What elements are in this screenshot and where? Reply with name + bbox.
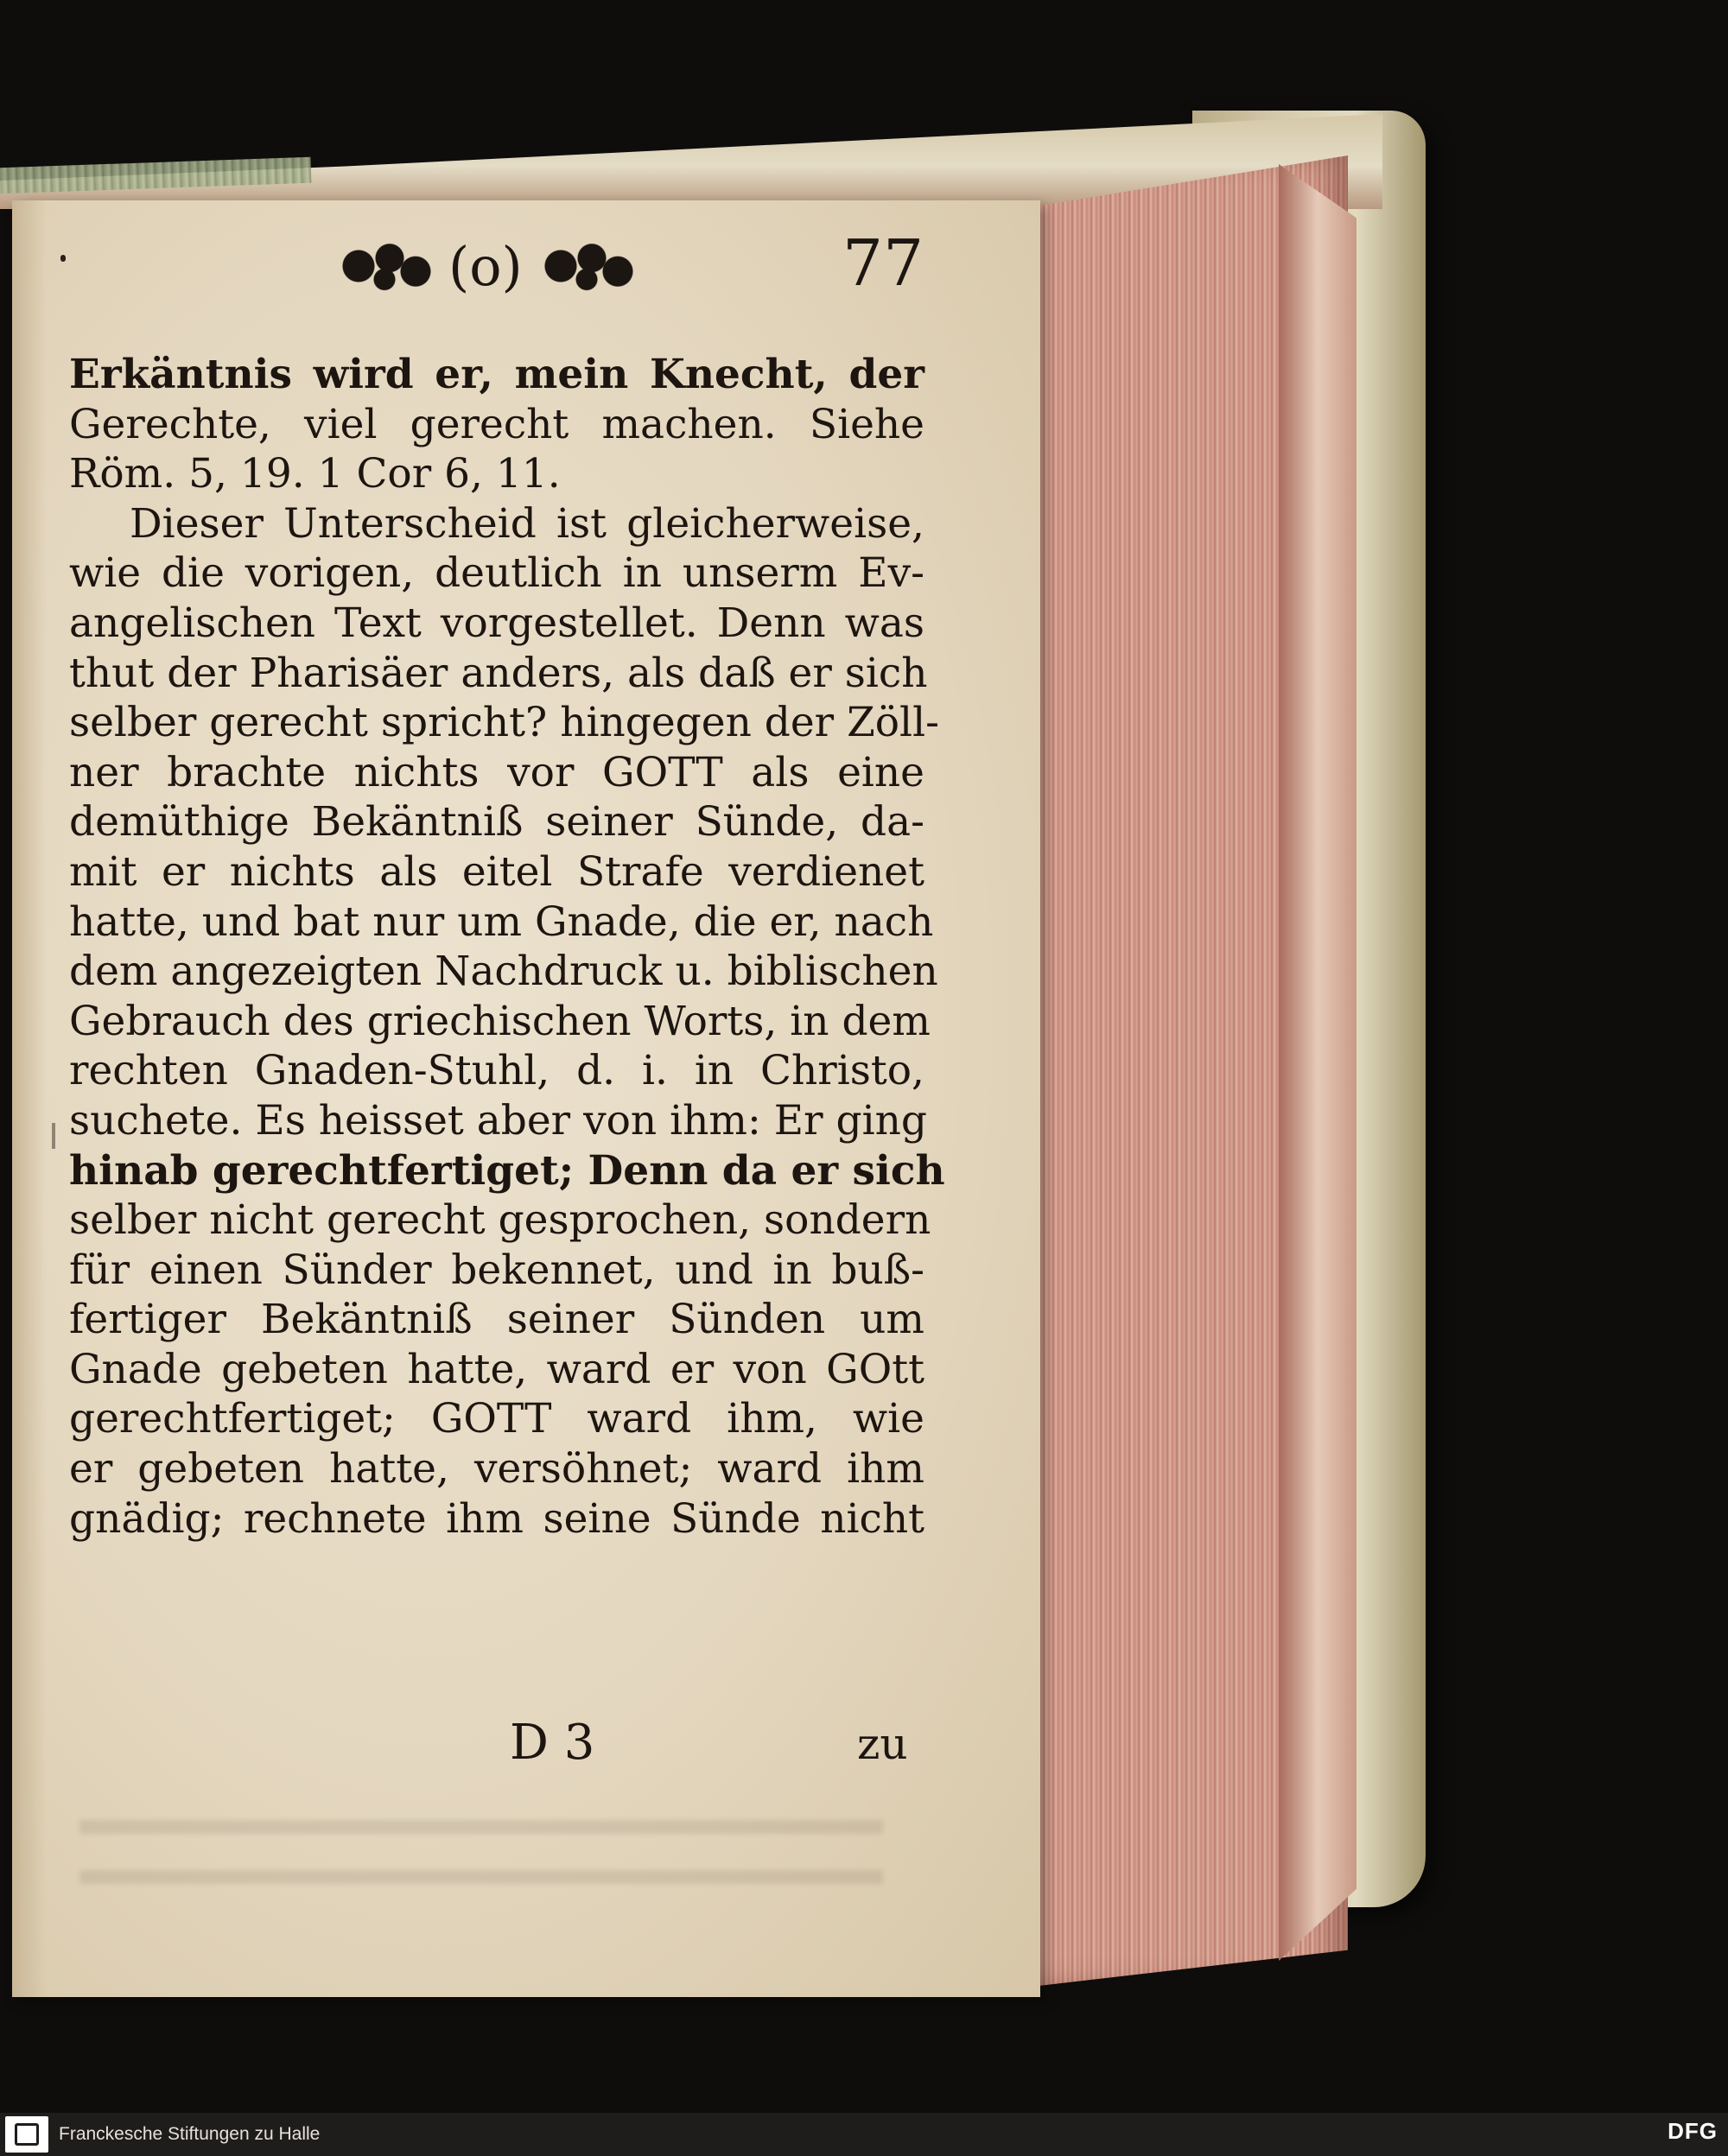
text-line: selber gerecht spricht? hingegen der Zöll- — [69, 699, 939, 747]
dfg-logo[interactable]: DFG — [1668, 2118, 1718, 2144]
text-line: Dieser Unterscheid ist gleicherweise, — [130, 499, 924, 548]
ink-speck — [60, 255, 66, 262]
text-line: gerechtfertiget; GOTT ward ihm, wie — [69, 1395, 924, 1443]
page-fore-edge — [1279, 164, 1356, 1961]
text-line: er gebeten hatte, versöhnet; ward ihm — [69, 1445, 924, 1493]
viewer-footer — [0, 2113, 1728, 2156]
text-line: dem angezeigten Nachdruck u. biblischen — [69, 948, 938, 996]
running-head — [333, 231, 638, 301]
text-line: suchete. Es heisset aber von ihm: Er ging — [69, 1096, 927, 1145]
text-line: Gnade gebeten hatte, ward er von GOtt — [69, 1345, 924, 1393]
text-line: thut der Pharisäer anders, als daß er sich — [69, 649, 928, 697]
text-line: angelischen Text vorgestellet. Denn was — [69, 599, 924, 647]
text-line: Gerechte, viel gerecht machen. Siehe — [69, 400, 924, 448]
margin-mark — [52, 1123, 55, 1149]
page-gutter — [12, 200, 47, 1997]
signature-mark: D 3 — [510, 1715, 595, 1771]
text-line: hinab gerechtfertiget; Denn da er sich — [69, 1146, 945, 1195]
text-line: Erkäntnis wird er, mein Knecht, der — [69, 351, 924, 398]
ornament-left-icon — [333, 239, 436, 293]
text-line: gnädig; rechnete ihm seine Sünde nicht — [69, 1494, 924, 1543]
institution-name[interactable]: Franckesche Stiftungen zu Halle — [59, 2124, 321, 2144]
text-line: wie die vorigen, deutlich in unserm Ev- — [69, 549, 924, 598]
text-line: ner brachte nichts vor GOTT als eine — [69, 748, 924, 796]
text-line: Gebrauch des griechischen Worts, in dem — [69, 997, 931, 1045]
running-head-mark: (o) — [448, 234, 523, 298]
text-line: fertiger Bekäntniß seiner Sünden um — [69, 1296, 924, 1344]
text-line: mit er nichts als eitel Strafe verdienet — [69, 847, 924, 896]
text-line: rechten Gnaden-Stuhl, d. i. in Christo, — [69, 1047, 924, 1095]
text-line: hatte, und bat nur um Gnade, die er, nach — [69, 897, 934, 946]
catchword: zu — [857, 1719, 908, 1769]
institution-logo-icon[interactable] — [5, 2116, 48, 2153]
text-line: selber nicht gerecht gesprochen, sondern — [69, 1196, 931, 1245]
ornament-right-icon — [535, 239, 638, 293]
body-text — [69, 350, 945, 1544]
text-line: für einen Sünder bekennet, und in buß- — [69, 1246, 924, 1294]
page-number: 77 — [842, 226, 924, 301]
text-line: demüthige Bekäntniß seiner Sünde, da- — [69, 798, 924, 847]
text-line: Röm. 5, 19. 1 Cor 6, 11. — [69, 450, 561, 498]
show-through-text — [79, 1801, 883, 1905]
